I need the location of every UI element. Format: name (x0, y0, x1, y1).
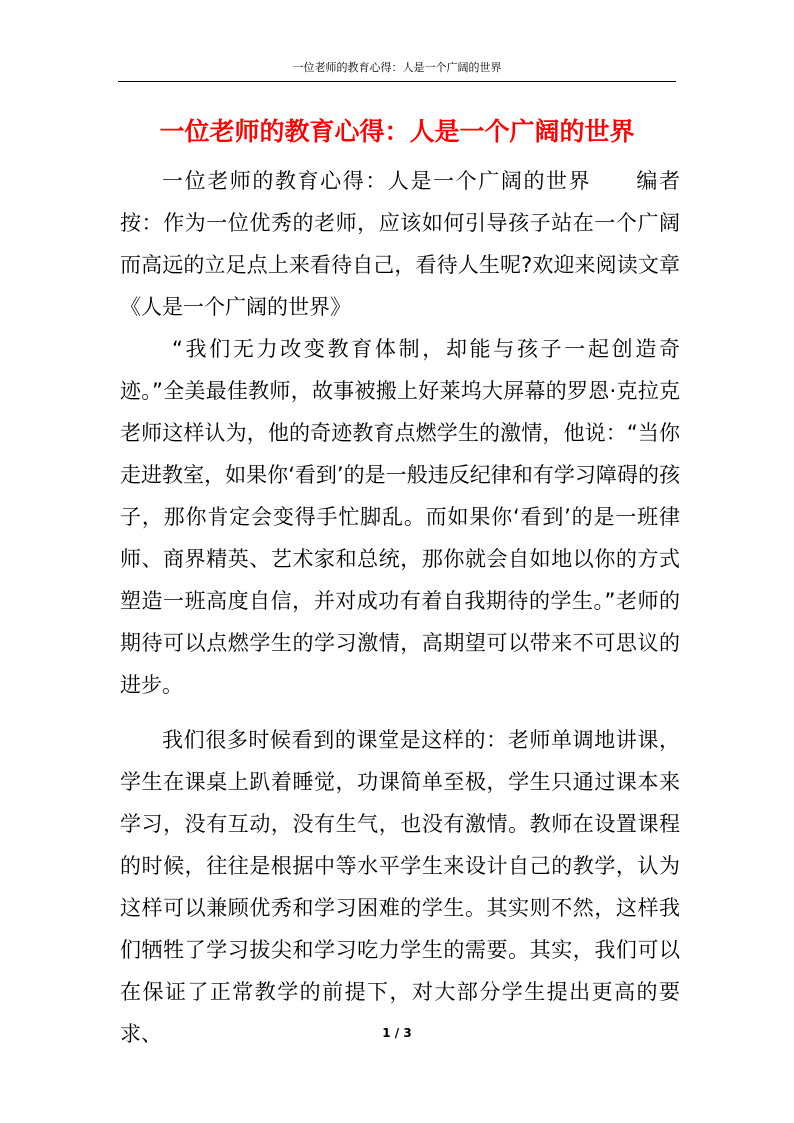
classroom-paragraph: 我们很多时候看到的课堂是这样的：老师单调地讲课，学生在课桌上趴着睡觉，功课简单至极，学生只通过课本来学习，没有互动，没有生气，也没有激情。教师在设置课程的时候，往往是根据中等水平学生来设计自己的教学，认为这样可以兼顾优秀和学习困难的学生。其实则不然，这样我们牺牲了学习拔尖和学习吃力学生的需要。其实，我们可以在保证了正常教学的前提下，对大部分学生提出更高的要求、 (120, 728, 680, 1046)
paragraph-gap (120, 706, 680, 719)
quote-paragraph: “我们无力改变教育体制，却能与孩子一起创造奇迹。”全美最佳教师，故事被搬上好莱坞大屏幕的罗恩·克拉克老师这样认为，他的奇迹教育点燃学生的激情，他说：“当你走进教室，如果你‘看到’的是一般违反纪律和有学习障碍的孩子，那你肯定会变得手忙脚乱。而如果你‘看到’的是一班律师、商界精英、艺术家和总统，那你就会自如地以你的方式塑造一班高度自信，并对成功有着自我期待的学生。”老师的期待可以点燃学生的学习激情，高期望可以带来不可思议的进步。 (120, 337, 680, 697)
running-header: 一位老师的教育心得：人是一个广阔的世界 (292, 61, 502, 74)
page-number: 1 / 3 (382, 1026, 412, 1040)
header-divider (118, 81, 676, 82)
document-body (120, 160, 680, 1055)
editor-note-paragraph: 一位老师的教育心得：人是一个广阔的世界 编者按：作为一位优秀的老师，应该如何引导孩子站在一个广阔而高远的立足点上来看待自己，看待人生呢?欢迎来阅读文章《人是一个广阔的世界》 (120, 169, 680, 319)
document-title: 一位老师的教育心得：人是一个广阔的世界 (159, 117, 635, 146)
